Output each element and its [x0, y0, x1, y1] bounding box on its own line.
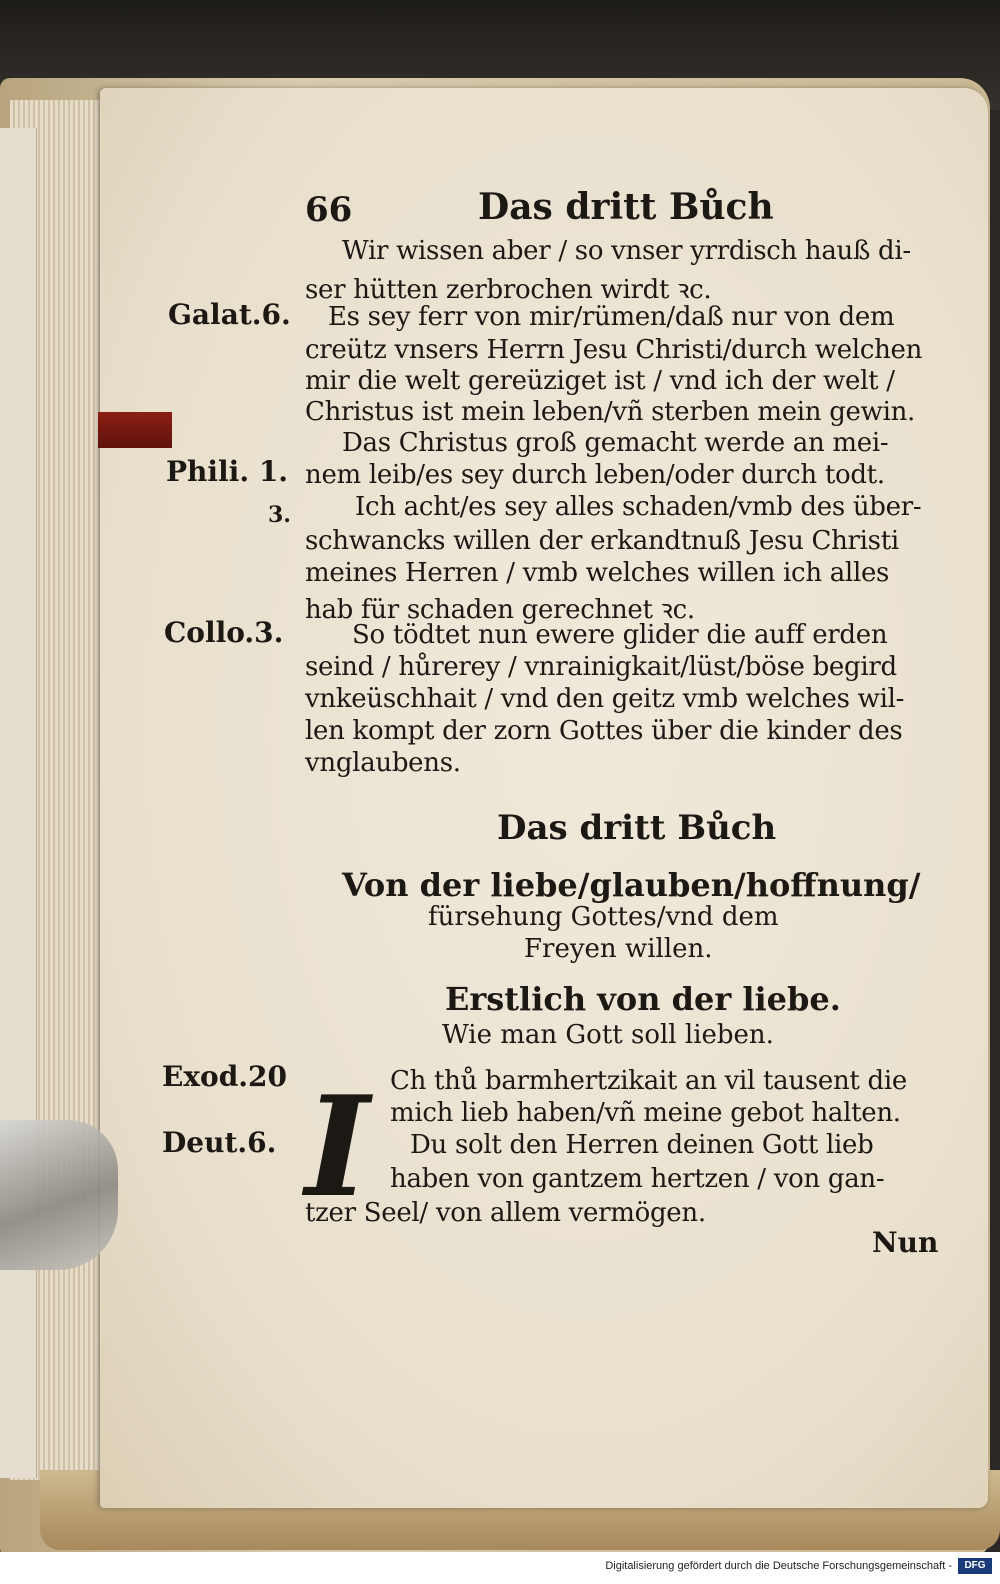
text-line: Ch thů barmhertzikait an vil tausent die	[390, 1066, 907, 1096]
decorated-initial: I	[305, 1065, 370, 1228]
text-line: seind / hůrerey / vnrainigkait/lüst/böse begird	[305, 652, 897, 682]
bookmark-ribbon	[98, 412, 172, 448]
margin-note: Exod.20	[162, 1060, 288, 1093]
text-line: ser hütten zerbrochen wirdt ꝛc.	[305, 275, 712, 305]
text-line: mich lieb haben/vñ meine gebot halten.	[390, 1098, 901, 1128]
page-number: 66	[305, 190, 353, 230]
left-page-strip	[0, 128, 37, 1478]
text-line: nem leib/es sey durch leben/oder durch todt.	[305, 460, 885, 490]
catchword: Nun	[872, 1226, 939, 1259]
text-line: tzer Seel/ von allem vermögen.	[305, 1198, 706, 1228]
chapter-heading: Erstlich von der liebe.	[445, 980, 841, 1018]
margin-note: 3.	[268, 502, 291, 528]
footer-bar	[0, 1552, 1000, 1584]
text-line: Christus ist mein leben/vñ sterben mein gewin.	[305, 397, 916, 427]
book-title: Das dritt Bůch	[497, 808, 777, 848]
chapter-subheading: Wie man Gott soll lieben.	[442, 1020, 774, 1050]
dfg-logo: DFG	[958, 1558, 992, 1574]
text-line: Das Christus groß gemacht werde an mei-	[342, 428, 889, 458]
text-line: hab für schaden gerechnet ꝛc.	[305, 595, 695, 625]
text-line: So tödtet nun ewere glider die auff erden	[352, 620, 888, 650]
text-line: Wir wissen aber / so vnser yrrdisch hauß di-	[342, 236, 911, 266]
margin-note: Collo.3.	[164, 616, 284, 649]
margin-note: Phili. 1.	[166, 455, 289, 488]
text-line: vnglaubens.	[305, 748, 461, 778]
margin-note: Galat.6.	[168, 298, 291, 331]
text-line: vnkeüschhait / vnd den geitz vmb welches wil-	[305, 684, 905, 714]
text-line: haben von gantzem hertzen / von gan-	[390, 1164, 885, 1194]
text-line: len kompt der zorn Gottes über die kinder des	[305, 716, 903, 746]
text-line: Es sey ferr von mir/rümen/daß nur von dem	[328, 302, 895, 332]
funding-credit: Digitalisierung gefördert durch die Deutsche Forschungsgemeinschaft -	[605, 1560, 952, 1572]
section-subtitle: fürsehung Gottes/vnd dem	[428, 902, 779, 932]
text-line: meines Herren / vmb welches willen ich alles	[305, 558, 890, 588]
page-clip	[0, 1120, 118, 1270]
margin-note: Deut.6.	[162, 1126, 277, 1159]
text-line: creütz vnsers Herrn Jesu Christi/durch welchen	[305, 335, 923, 365]
running-head: Das dritt Bůch	[478, 186, 774, 228]
section-subtitle: Von der liebe/glauben/hoffnung/	[342, 866, 921, 904]
text-line: Du solt den Herren deinen Gott lieb	[410, 1130, 874, 1160]
text-line: mir die welt gereüziget ist / vnd ich der welt /	[305, 366, 895, 396]
text-line: schwancks willen der erkandtnuß Jesu Christi	[305, 526, 899, 556]
text-line: Ich acht/es sey alles schaden/vmb des über-	[355, 492, 922, 522]
section-subtitle: Freyen willen.	[524, 934, 713, 964]
